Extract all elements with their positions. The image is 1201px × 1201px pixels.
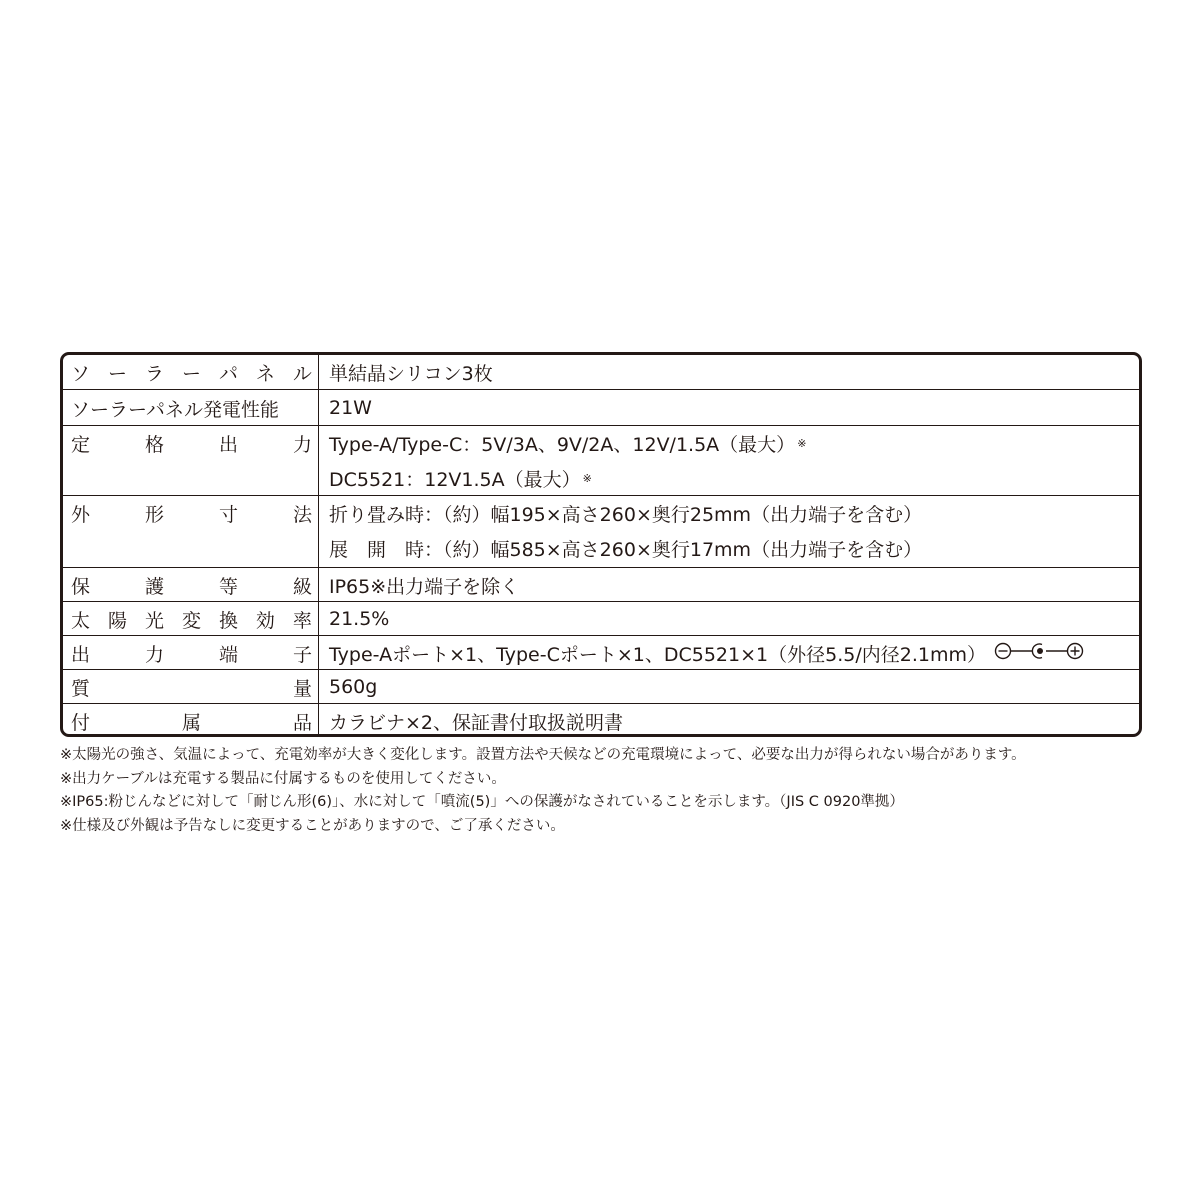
row-label: 太 陽 光 変 換 効 率 xyxy=(63,602,319,635)
table-row xyxy=(63,355,1139,389)
table-row xyxy=(63,495,1139,567)
table-row xyxy=(63,601,1139,635)
footnotes xyxy=(60,744,1160,838)
footnote: ※出力ケーブルは充電する製品に付属するものを使用してください。 xyxy=(60,770,506,787)
footnote: ※太陽光の強さ、気温によって、充電効率が大きく変化します。設置方法や天候などの充電環境によって、必要な出力が得られない場合があります。 xyxy=(60,747,1026,763)
footnote: ※IP65:粉じんなどに対して「耐じん形(6)」、水に対して「噴流(5)」への保護がなされていることを示します。（JIS C 0920準拠） xyxy=(60,794,904,810)
row-value: IP65※出力端子を除く xyxy=(329,575,520,598)
row-label: 外 形 寸 法 xyxy=(63,496,319,567)
table-row xyxy=(63,703,1139,737)
table-row xyxy=(63,425,1139,495)
row-value: 折り畳み時：（約）幅195×高さ260×奥行25mm（出力端子を含む） 展 開 時：（約）幅585×高さ260×奥行17mm（出力端子を含む） xyxy=(329,503,923,561)
row-label: ソーラーパネル発電性能 xyxy=(63,390,319,425)
row-value: 560g xyxy=(329,676,378,698)
row-label: ソ ー ラ ー パ ネ ル xyxy=(63,355,319,389)
row-value: カラビナ×2、保証書付取扱説明書 xyxy=(329,711,624,734)
row-value: 21.5% xyxy=(329,608,390,630)
spec-table xyxy=(60,352,1142,737)
table-row xyxy=(63,635,1139,669)
row-label: 定 格 出 力 xyxy=(63,426,319,495)
table-row xyxy=(63,669,1139,703)
table-row xyxy=(63,567,1139,601)
row-value: 単結晶シリコン3枚 xyxy=(329,362,493,385)
footnote: ※仕様及び外観は予告なしに変更することがありますので、ご了承ください。 xyxy=(60,817,565,834)
table-row xyxy=(63,389,1139,425)
row-label: 付 属 品 xyxy=(63,704,319,737)
row-label: 保 護 等 級 xyxy=(63,568,319,601)
row-value: 21W xyxy=(329,397,372,419)
row-value: Type-A/Type-C：5V/3A、9V/2A、12V/1.5A（最大） ※ DC5521：12V1.5A（最大） ※ xyxy=(329,433,807,491)
dc-polarity-symbol-icon xyxy=(994,641,1086,666)
row-label: 出 力 端 子 xyxy=(63,636,319,669)
row-value: Type-Aポート×1、Type-Cポート×1、DC5521×1（外径5.5/内径2.1mm） xyxy=(329,636,1131,669)
row-label: 質 量 xyxy=(63,670,319,703)
